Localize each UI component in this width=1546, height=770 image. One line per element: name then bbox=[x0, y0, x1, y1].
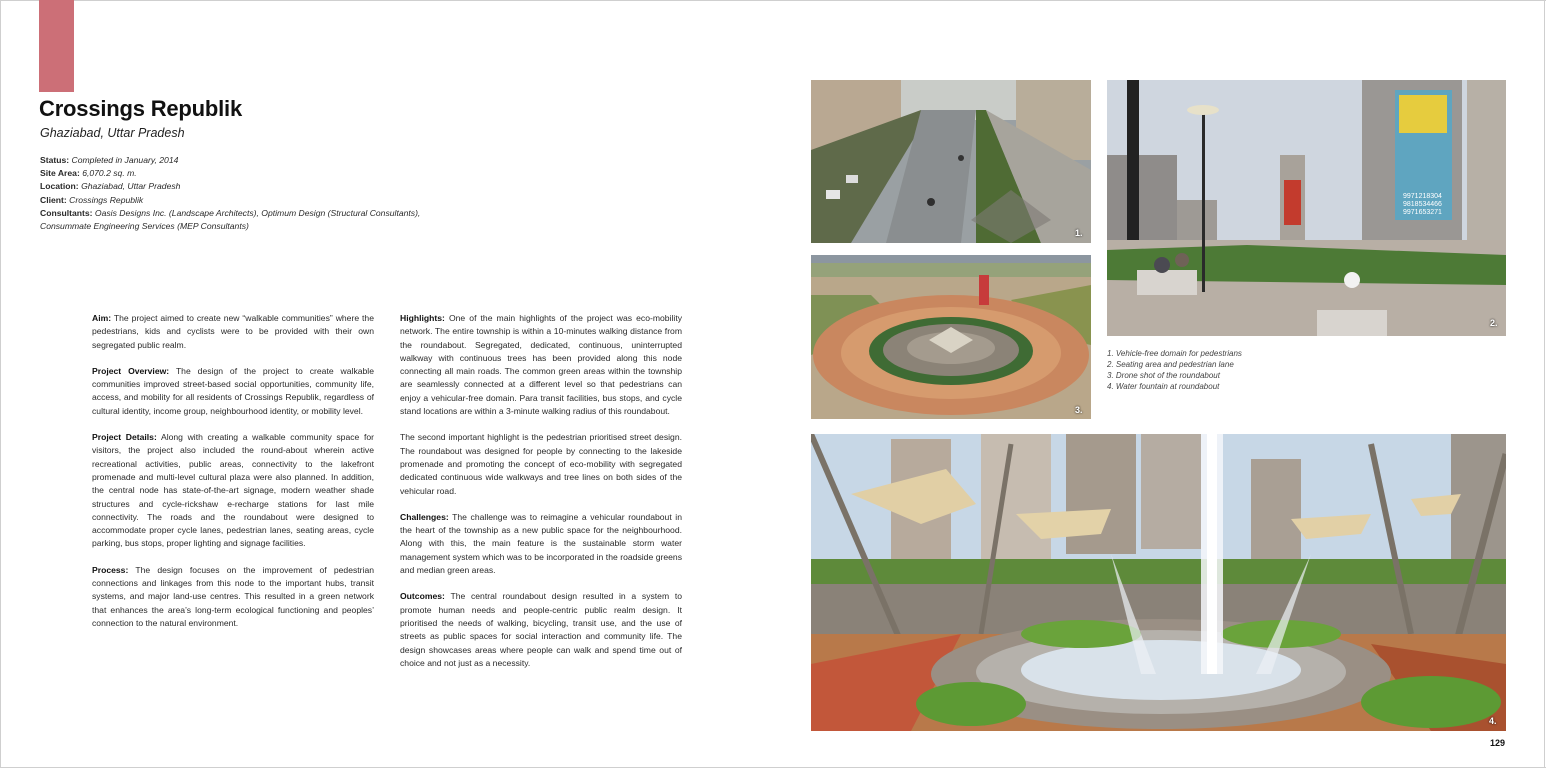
meta-client: Client: Crossings Republik bbox=[40, 194, 144, 205]
meta-status: Status: Completed in January, 2014 bbox=[40, 155, 179, 165]
challenges-paragraph: Challenges: The challenge was to reimagine a vehicular roundabout in the heart of the township as a new public space for the neighbourhood. Along with this, the main feature is the sustainable storm water management system which was to be incorporated in the roadside greens and median green areas. bbox=[400, 511, 682, 576]
photo-captions bbox=[1107, 348, 1242, 392]
photo-number-3: 3. bbox=[1075, 405, 1083, 415]
text-column-left bbox=[92, 312, 374, 643]
page-border-left bbox=[0, 0, 1, 768]
accent-tab bbox=[39, 0, 74, 92]
caption-4: 4. Water fountain at roundabout bbox=[1107, 382, 1220, 391]
page-border-top bbox=[0, 0, 1546, 1]
sign-phone-2: 9818534466 bbox=[1403, 201, 1442, 208]
seating-photo-icon bbox=[1107, 80, 1506, 336]
outcomes-paragraph: Outcomes: The central roundabout design resulted in a system to promote human needs and people-centric public realm design. It prioritised the needs of walking, bicycling, transit use, and the use of streets as public spaces for social interaction and community life. The design showcases areas where people can walk and spend time out of choice and not just as a necessity. bbox=[400, 591, 683, 668]
details-paragraph: Project Details: Along with creating a walkable community space for visitors, the project also included the round-about wherein active recreational activities, public areas, connectivity to the lakefront promenade and multi-level cultural plaza were also planned. In addition, the central node has state-of-the-art signage, modern weather shade structures and cycle-rickshaw e-recharge stations for last mile connectivity. The roads and the roundabout were designed to accommodate proper cycle lanes, pedestrian lanes, seating areas, cycle parking, bus stops, proper lighting and signage facilities. bbox=[92, 432, 374, 549]
page-border-bottom bbox=[0, 767, 1546, 768]
highlights-paragraph: Highlights: One of the main highlights of the project was eco-mobility network. The entire township is within a 10-minutes walking distance from the roundabout. Segregated, dedicated, continuous, uninterrupted walkway with continuous trees has been provided along this node connecting all main roads. The common green areas within the township are seamlessly connected at a different level so that pedestrians can enjoy a vehicular-free domain. Para transit facilities, bus stops, and cycle stand locations are within a 3-minute walking radius of this roundabout. bbox=[400, 313, 683, 417]
meta-location: Location: Ghaziabad, Uttar Pradesh bbox=[40, 181, 181, 192]
caption-2: 2. Seating area and pedestrian lane bbox=[1107, 360, 1234, 369]
photo-seating bbox=[1107, 80, 1506, 336]
sign-phone-3: 9971653271 bbox=[1403, 209, 1442, 216]
photo-number-2: 2. bbox=[1490, 318, 1498, 328]
text-column-right bbox=[400, 312, 682, 683]
fountain-photo-icon bbox=[811, 434, 1506, 731]
meta-site-area: Site Area: 6,070.2 sq. m. bbox=[40, 168, 137, 179]
aim-paragraph: Aim: The project aimed to create new “walkable communities” where the pedestrians, kids and cyclists were to be provided with their own segregated public realm. bbox=[92, 313, 374, 350]
page-subtitle: Ghaziabad, Uttar Pradesh bbox=[40, 126, 185, 140]
caption-3: 3. Drone shot of the roundabout bbox=[1107, 371, 1220, 380]
project-meta bbox=[40, 154, 470, 233]
drone-photo-icon bbox=[811, 255, 1091, 419]
caption-1: 1. Vehicle-free domain for pedestrians bbox=[1107, 349, 1242, 358]
page-title: Crossings Republik bbox=[39, 96, 242, 121]
page-border-right bbox=[1544, 0, 1545, 768]
photo-number-4: 4. bbox=[1489, 716, 1497, 726]
second-highlight-paragraph: The second important highlight is the pedestrian prioritised street design. The roundabout was designed for people by connecting to the lakeside promenade and promoting the concept of eco-mobility with segregated dedicated continuous wide walkways and tree lines on both sides of the vehicular road. bbox=[400, 432, 682, 496]
meta-consultants: Consultants: Oasis Designs Inc. (Landscape Architects), Optimum Design (Structural Consultants), Consummate Engineering Services (MEP Consultants) bbox=[40, 207, 421, 232]
overview-paragraph: Project Overview: The design of the project to create walkable communities improved street-based social opportunities, community life, access, and mobility for all residents of Crossings Republik, regardless of cultural identity, income group, neighbourhood identity, or mobility level. bbox=[92, 365, 374, 416]
process-paragraph: Process: The design focuses on the improvement of pedestrian connections and linkages from this node to the important hubs, transit systems, and major land-use centres. This resulted in a green network that enhances the area’s long-term ecological functioning and peoples’ connection to the natural environment. bbox=[92, 564, 374, 628]
photo-number-1: 1. bbox=[1075, 228, 1083, 238]
photo-drone bbox=[811, 255, 1091, 419]
photo-walkway bbox=[811, 80, 1091, 243]
walkway-photo-icon bbox=[811, 80, 1091, 243]
sign-phone-1: 9971218304 bbox=[1403, 193, 1442, 200]
page-number: 129 bbox=[1490, 738, 1506, 748]
photo-fountain bbox=[811, 434, 1506, 731]
